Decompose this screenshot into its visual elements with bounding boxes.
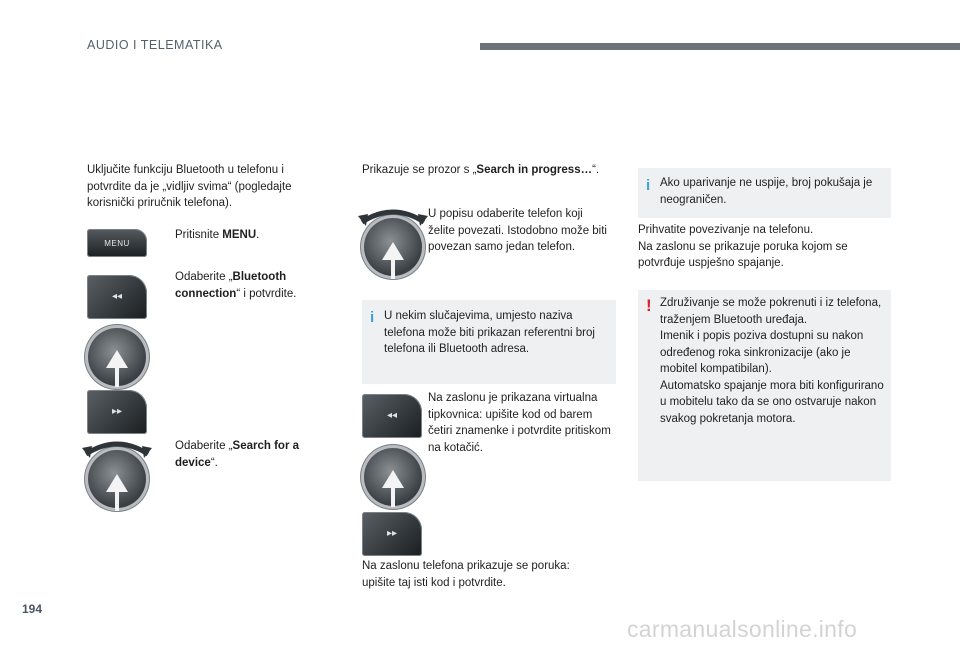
phone-message-text: Na zaslonu telefona prikazuje se poruka: upišite taj isti kod i potvrdite. xyxy=(362,560,570,589)
accept-connection-text: Prihvatite povezivanje na telefonu. Na zaslonu se prikazuje poruka kojom se potvrđuje uspješno spajanje. xyxy=(638,224,848,269)
info-icon: i xyxy=(370,309,375,326)
step-bluetooth-connection: Odaberite „Bluetooth connection“ i potvrdite. xyxy=(175,271,297,300)
rotate-arrow-icon xyxy=(82,438,152,458)
warning-icon: ! xyxy=(646,296,652,315)
section-title: AUDIO I TELEMATIKA xyxy=(87,38,223,52)
press-arrow-icon xyxy=(106,474,128,492)
rotate-arrow-icon xyxy=(358,206,428,226)
info-text: U nekim slučajevima, umjesto naziva telefona može biti prikazan referentni broj telefona ili Bluetooth adresa. xyxy=(384,310,595,355)
info-box-retries xyxy=(638,168,891,218)
watermark: carmanualsonline.info xyxy=(627,616,858,642)
header-bar xyxy=(480,43,960,50)
press-arrow-icon xyxy=(106,350,128,368)
select-phone-text: U popisu odaberite telefon koji želite povezati. Istodobno može biti povezan samo jedan telefon. xyxy=(428,208,607,253)
info-box-name-reference xyxy=(362,300,616,384)
press-arrow-icon xyxy=(382,470,404,488)
info-icon: i xyxy=(646,177,651,194)
info-text: Ako uparivanje ne uspije, broj pokušaja je neograničen. xyxy=(660,177,873,206)
menu-button-icon xyxy=(87,229,147,257)
step-press-menu: Pritisnite MENU. xyxy=(175,229,260,241)
virtual-keyboard-text: Na zaslonu je prikazana virtualna tipkovnica: upišite kod od barem četiri znamenke i potvrdite pritiskom na kotačić. xyxy=(428,392,611,454)
next-key-icon: ▸▸ xyxy=(362,512,422,556)
press-arrow-icon xyxy=(382,242,404,260)
intro-text: Uključite funkciju Bluetooth u telefonu i potvrdite da je „vidljiv svima“ (pogledajte korisnički priručnik telefona). xyxy=(87,164,292,209)
next-key-icon: ▸▸ xyxy=(87,390,147,434)
page-number: 194 xyxy=(22,602,43,616)
step-search-device: Odaberite „Search for a device“. xyxy=(175,440,300,469)
search-progress-text: Prikazuje se prozor s „Search in progress…“. xyxy=(362,164,600,176)
warning-box xyxy=(638,290,891,481)
previous-key-icon: ◂◂ xyxy=(362,394,422,438)
warning-text: Združivanje se može pokrenuti i iz telefona, traženjem Bluetooth uređaja. Imenik i popis poziva dostupni su nakon određenog roka sinkronizacije (ako je mobitel kompatibilan). Automatsko spajanje mora biti konfigurirano u mobitelu tako da se ono ostvaruje nakon svakog pokretanja motora. xyxy=(660,297,884,425)
previous-key-icon: ◂◂ xyxy=(87,275,147,319)
menu-key-label: MENU xyxy=(104,239,130,248)
